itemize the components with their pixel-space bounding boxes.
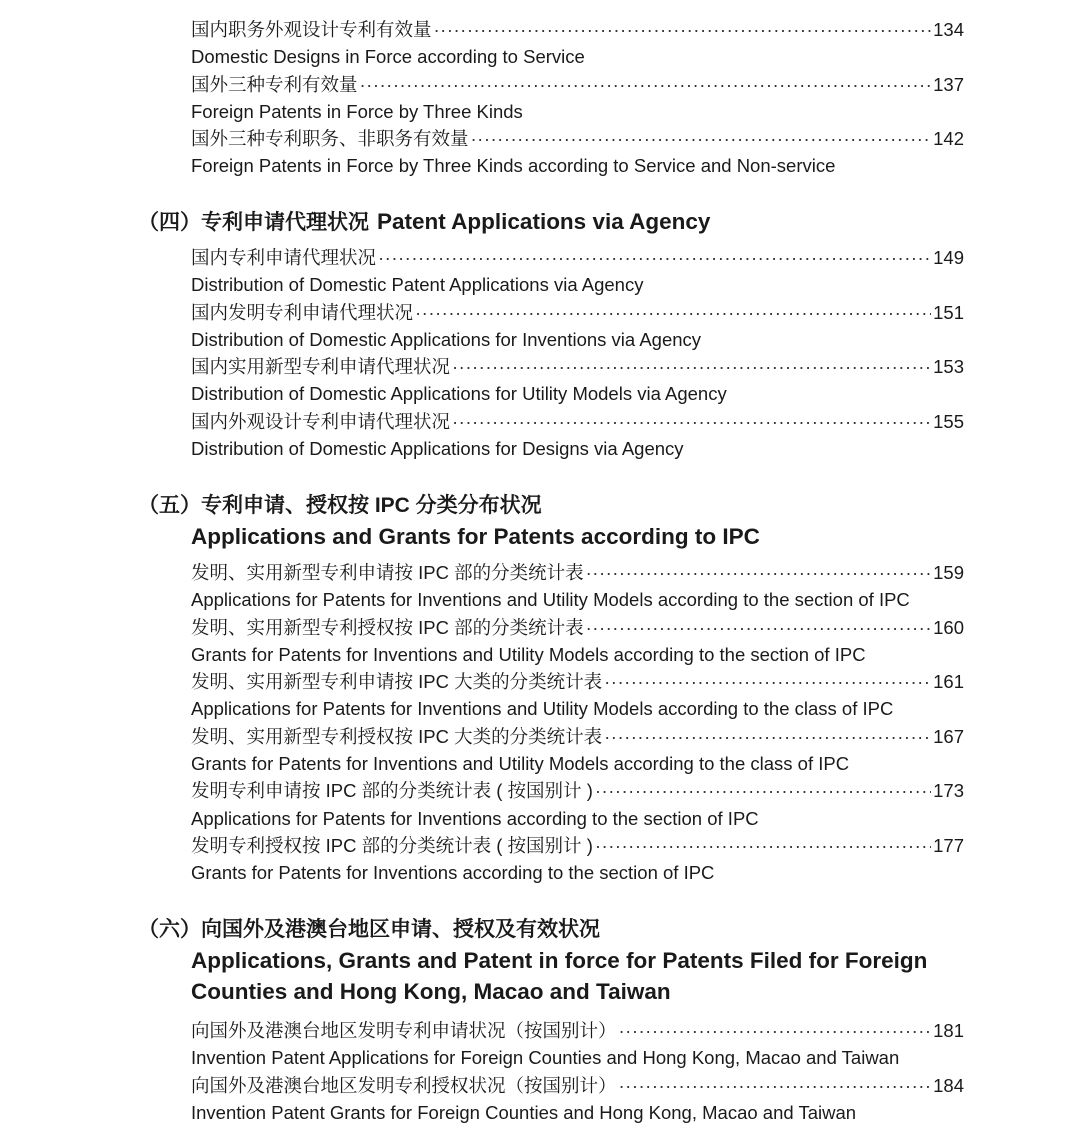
dot-leader <box>415 299 931 326</box>
entry-title-en: Foreign Patents in Force by Three Kinds according to Service and Non-service <box>191 155 836 177</box>
entry-page-number: 137 <box>933 73 964 95</box>
section-heading-6 <box>138 913 927 1007</box>
entry-title-en: Distribution of Domestic Applications for Designs via Agency <box>191 438 684 460</box>
dot-leader <box>586 614 932 641</box>
dot-leader <box>595 777 931 804</box>
dot-leader <box>604 723 931 750</box>
section-title-en: Patent Applications via Agency <box>377 209 711 234</box>
entry-title-en: Applications for Patents for Inventions and Utility Models according to the class of IPC <box>191 698 894 720</box>
section-title-zh: 专利申请、授权按 IPC 分类分布状况 <box>201 494 542 517</box>
entry-title-zh: 国外三种专利有效量 <box>191 73 358 95</box>
entry-title-zh: 发明专利授权按 IPC 部的分类统计表 ( 按国别计 ) <box>191 834 593 856</box>
entry-title-zh: 国内发明专利申请代理状况 <box>191 301 414 323</box>
toc-entry[interactable] <box>191 71 964 98</box>
entry-title-en: Distribution of Domestic Applications for Inventions via Agency <box>191 328 702 350</box>
dot-leader <box>595 832 931 859</box>
entry-title-en: Distribution of Domestic Patent Applications via Agency <box>191 274 644 296</box>
section-5-entries <box>191 559 964 887</box>
toc-entry[interactable] <box>191 299 964 326</box>
entry-title-en: Grants for Patents for Inventions and Utility Models according to the class of IPC <box>191 753 850 775</box>
dot-leader <box>604 668 931 695</box>
toc-entry[interactable] <box>191 777 964 804</box>
section-title-en-line-1: Applications, Grants and Patent in force for Patents Filed for Foreign <box>191 948 928 973</box>
entry-title-en: Applications for Patents for Inventions according to the section of IPC <box>191 807 759 829</box>
section-4-entries <box>191 244 964 462</box>
entry-title-zh: 国内外观设计专利申请代理状况 <box>191 410 451 432</box>
entry-title-zh: 国内职务外观设计专利有效量 <box>191 19 432 40</box>
entry-title-en: Applications for Patents for Inventions and Utility Models according to the section of IPC <box>191 589 910 611</box>
entry-title-en: Invention Patent Grants for Foreign Counties and Hong Kong, Macao and Taiwan <box>191 1101 857 1123</box>
dot-leader <box>452 408 931 435</box>
entry-page-number: 177 <box>933 834 964 856</box>
toc-entry[interactable] <box>191 244 964 271</box>
dot-leader <box>452 353 931 380</box>
entry-page-number: 155 <box>933 410 964 432</box>
section-number: （四） <box>138 211 201 234</box>
entry-title-en: Grants for Patents for Inventions and Utility Models according to the section of IPC <box>191 643 866 665</box>
section-title-zh: 专利申请代理状况 <box>201 211 369 234</box>
entry-page-number: 184 <box>933 1074 964 1096</box>
section-6-entries <box>191 1017 964 1126</box>
entry-page-number: 134 <box>933 19 964 40</box>
entry-title-zh: 发明、实用新型专利授权按 IPC 大类的分类统计表 <box>191 725 603 747</box>
dot-leader <box>378 244 931 271</box>
entry-title-zh: 发明、实用新型专利申请按 IPC 大类的分类统计表 <box>191 671 603 693</box>
entry-page-number: 142 <box>933 128 964 150</box>
toc-entry[interactable] <box>191 1072 964 1099</box>
entry-title-en: Foreign Patents in Force by Three Kinds <box>191 100 523 122</box>
entry-page-number: 167 <box>933 725 964 747</box>
entry-title-en: Distribution of Domestic Applications for Utility Models via Agency <box>191 383 727 405</box>
entry-page-number: 153 <box>933 356 964 378</box>
toc-entry[interactable] <box>191 408 964 435</box>
entry-title-zh: 国内专利申请代理状况 <box>191 247 377 268</box>
entry-page-number: 161 <box>933 671 964 693</box>
dot-leader <box>360 71 932 98</box>
dot-leader <box>619 1072 932 1099</box>
dot-leader <box>434 16 932 43</box>
section-heading-4 <box>138 206 710 238</box>
entry-page-number: 181 <box>933 1020 964 1041</box>
entry-title-en: Grants for Patents for Inventions according to the section of IPC <box>191 862 715 884</box>
section-number: （五） <box>138 494 201 517</box>
dot-leader <box>586 559 932 586</box>
dot-leader <box>619 1017 932 1044</box>
toc-entry[interactable] <box>191 723 964 750</box>
toc-entry[interactable] <box>191 1017 964 1044</box>
entry-title-zh: 发明、实用新型专利授权按 IPC 部的分类统计表 <box>191 616 584 638</box>
entry-title-en: Invention Patent Applications for Foreign Counties and Hong Kong, Macao and Taiwan <box>191 1047 900 1069</box>
entry-title-zh: 向国外及港澳台地区发明专利授权状况（按国别计） <box>191 1074 617 1096</box>
entry-title-zh: 国外三种专利职务、非职务有效量 <box>191 128 469 150</box>
toc-entry[interactable] <box>191 832 964 859</box>
toc-entry[interactable] <box>191 559 964 586</box>
entry-title-zh: 发明、实用新型专利申请按 IPC 部的分类统计表 <box>191 562 584 583</box>
toc-entry[interactable] <box>191 16 964 43</box>
section-title-en-line-2: Counties and Hong Kong, Macao and Taiwan <box>191 979 671 1004</box>
dot-leader <box>471 125 932 152</box>
toc-entry[interactable] <box>191 668 964 695</box>
entry-page-number: 149 <box>933 247 964 268</box>
entry-page-number: 159 <box>933 562 964 583</box>
toc-top-entries <box>191 16 964 180</box>
section-heading-5 <box>138 489 760 552</box>
section-number: （六） <box>138 918 201 941</box>
toc-entry[interactable] <box>191 353 964 380</box>
entry-title-zh: 国内实用新型专利申请代理状况 <box>191 356 451 378</box>
entry-page-number: 173 <box>933 780 964 802</box>
entry-title-zh: 向国外及港澳台地区发明专利申请状况（按国别计） <box>191 1020 617 1041</box>
entry-title-zh: 发明专利申请按 IPC 部的分类统计表 ( 按国别计 ) <box>191 780 593 802</box>
toc-entry[interactable] <box>191 125 964 152</box>
section-title-zh: 向国外及港澳台地区申请、授权及有效状况 <box>201 918 600 941</box>
section-title-en: Applications and Grants for Patents according to IPC <box>191 524 760 549</box>
entry-page-number: 160 <box>933 616 964 638</box>
entry-title-en: Domestic Designs in Force according to Service <box>191 46 585 68</box>
entry-page-number: 151 <box>933 301 964 323</box>
toc-entry[interactable] <box>191 614 964 641</box>
